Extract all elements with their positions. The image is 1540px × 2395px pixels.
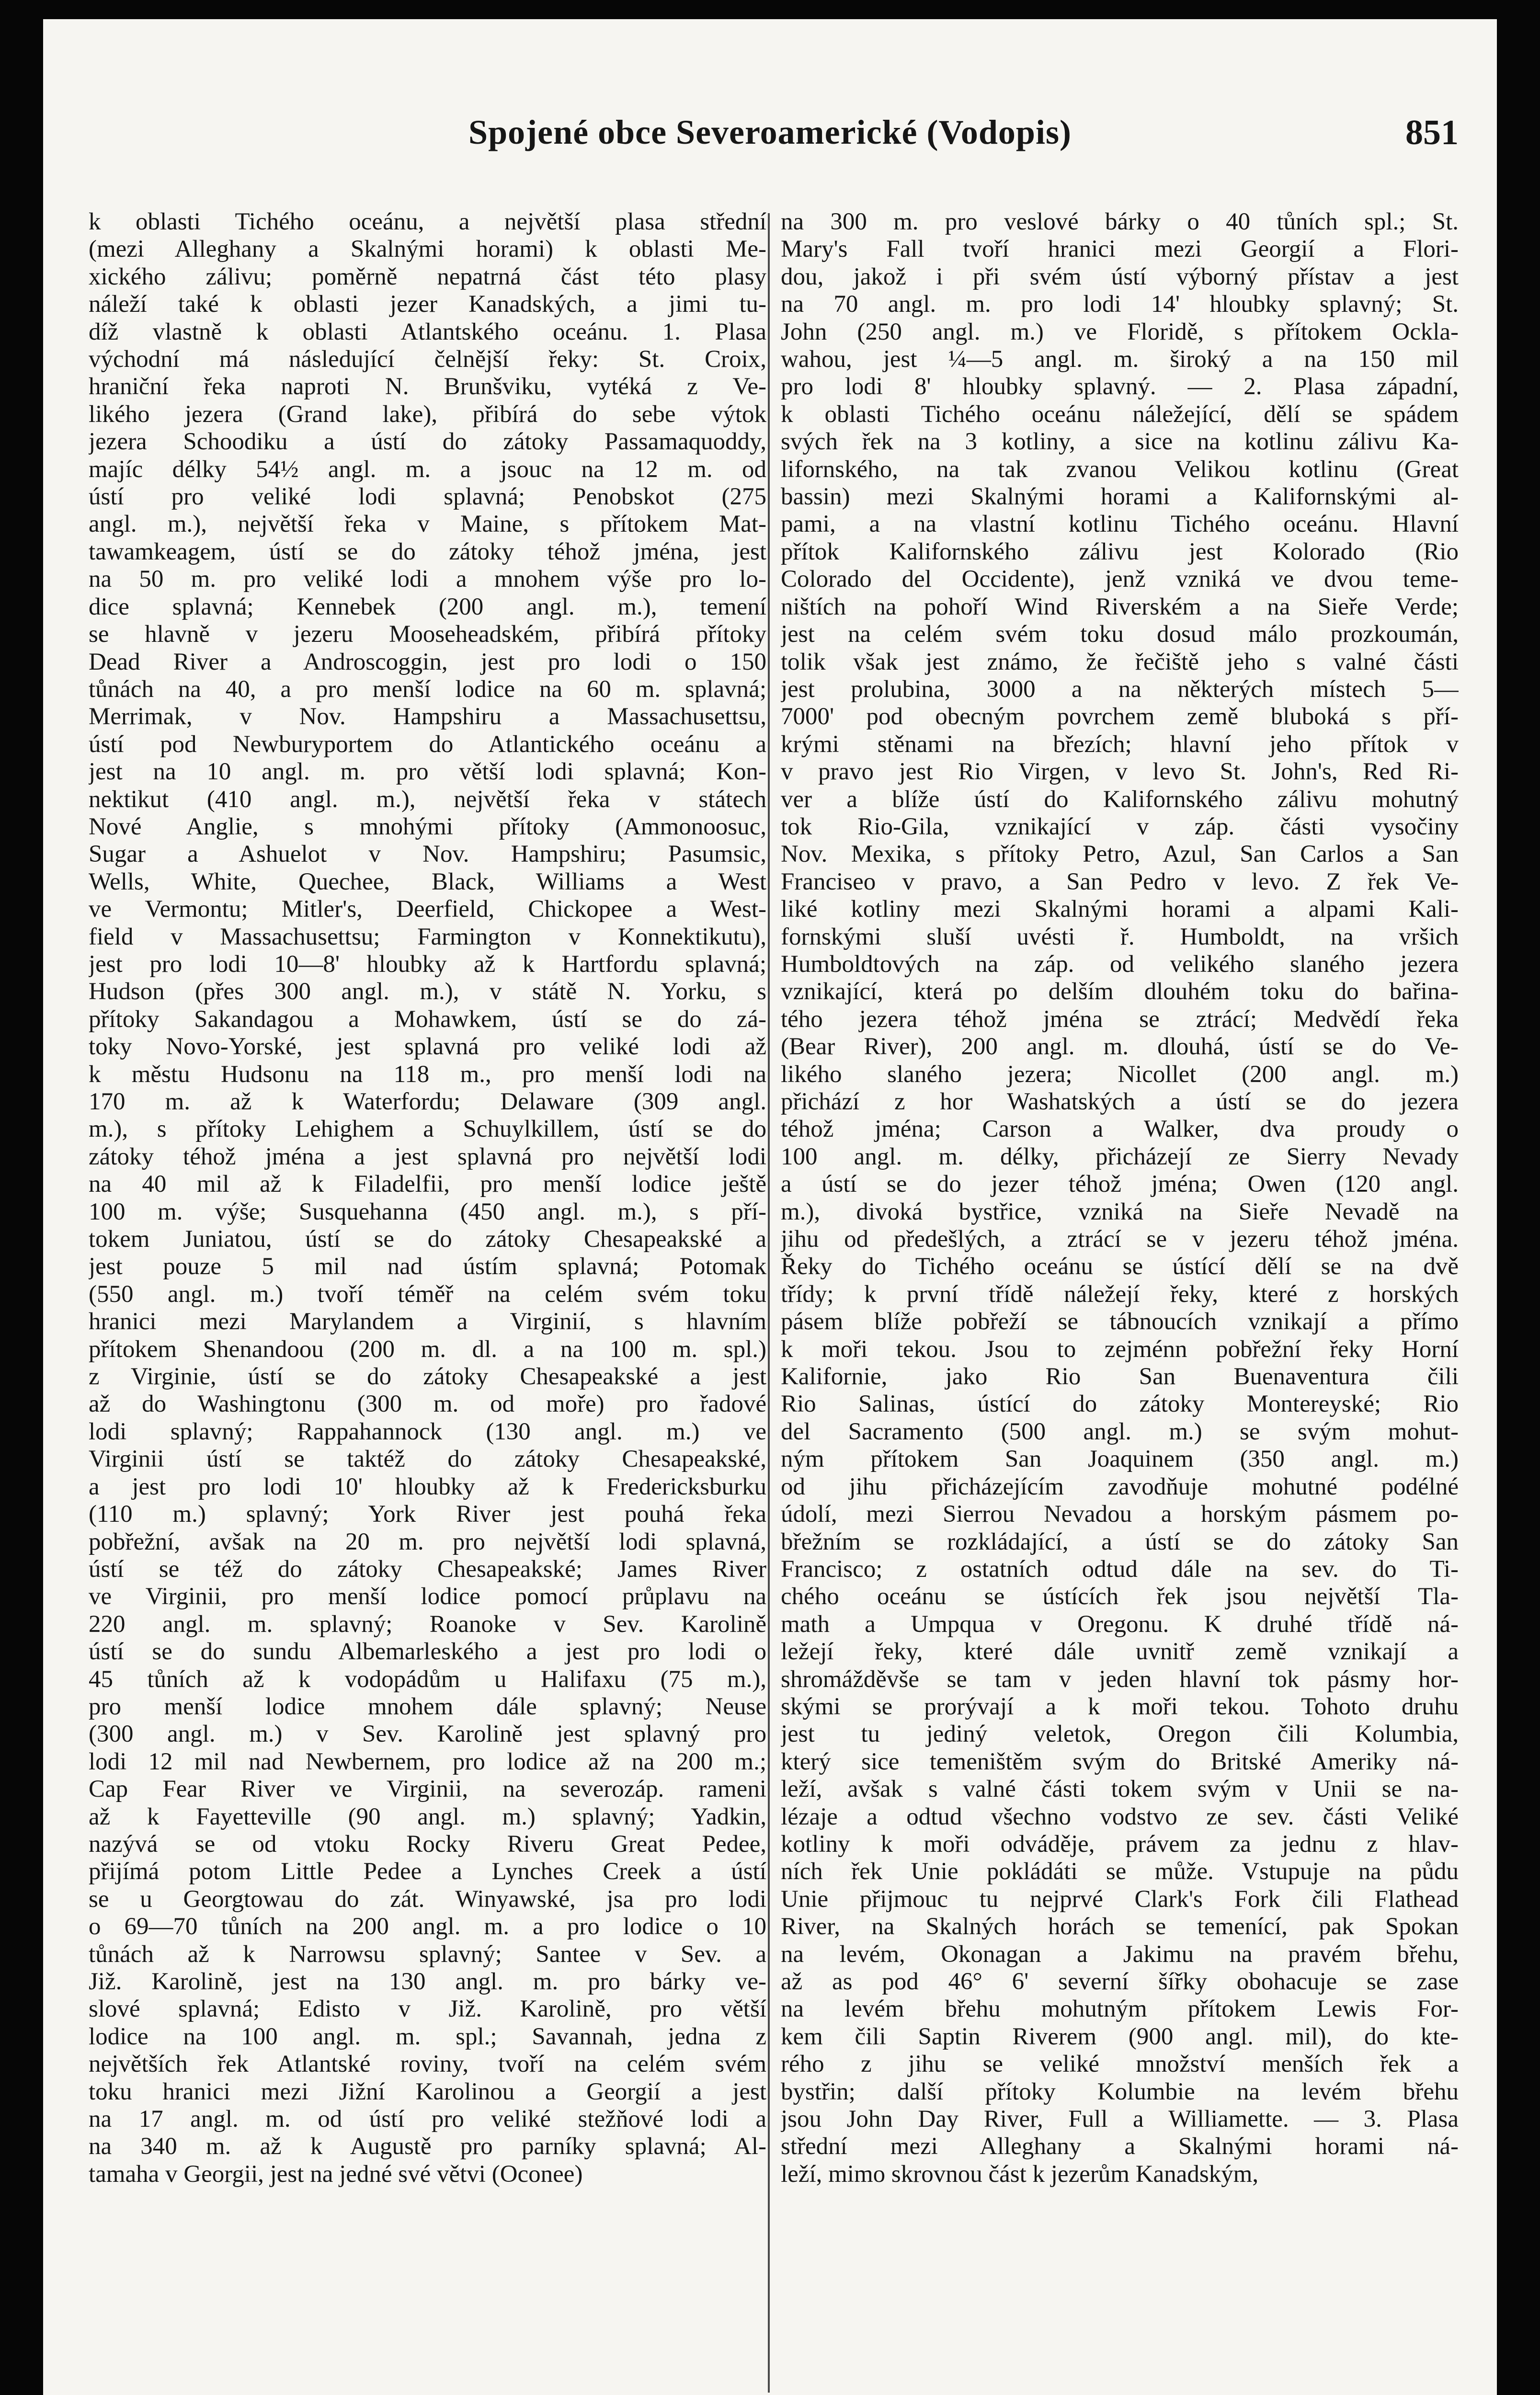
text-line: o 69—70 tůních na 200 angl. m. a pro lodice o 10 bbox=[89, 1913, 766, 1940]
text-line: tawamkeagem, ústí se do zátoky téhož jména, jest bbox=[89, 538, 766, 565]
text-line: přítokem Shenandoou (200 m. dl. a na 100 m. spl.) bbox=[89, 1335, 766, 1363]
text-line: k městu Hudsonu na 118 m., pro menší lodi na bbox=[89, 1061, 766, 1088]
text-line: a ústí se do jezer téhož jména; Owen (120 angl. bbox=[781, 1171, 1459, 1198]
text-line: majíc délky 54½ angl. m. a jsouc na 12 m. od bbox=[89, 456, 766, 483]
text-line: přítoky Sakandagou a Mohawkem, ústí se do zá- bbox=[89, 1005, 766, 1033]
text-line: skými se prorývají a k moři tekou. Tohoto druhu bbox=[781, 1693, 1459, 1720]
text-line: lézaje a odtud všechno vodstvo ze sev. části Veliké bbox=[781, 1803, 1459, 1830]
text-line: břežním se rozkládající, a ústí se do zátoky San bbox=[781, 1528, 1459, 1555]
text-line: Nov. Mexika, s přítoky Petro, Azul, San Carlos a San bbox=[781, 841, 1459, 868]
text-line: jest prolubina, 3000 a na některých místech 5— bbox=[781, 675, 1459, 703]
text-line: toky Novo-Yorské, jest splavná pro veliké lodi až bbox=[89, 1033, 766, 1061]
text-line: a jest pro lodi 10' hloubky až k Fredericksburku bbox=[89, 1473, 766, 1500]
text-line: 100 m. výše; Susquehanna (450 angl. m.), s pří- bbox=[89, 1198, 766, 1225]
text-line: Wells, White, Quechee, Black, Williams a West bbox=[89, 868, 766, 895]
text-line: (110 m.) splavný; York River jest pouhá řeka bbox=[89, 1501, 766, 1528]
book-page bbox=[43, 19, 1497, 2395]
text-line: John (250 angl. m.) ve Floridě, s přítokem Ockla- bbox=[781, 318, 1459, 345]
text-line: lodi 12 mil nad Newbernem, pro lodice až na 200 m.; bbox=[89, 1748, 766, 1775]
text-line: svých řek na 3 kotliny, a sice na kotlinu zálivu Ka- bbox=[781, 428, 1459, 456]
text-line: přijímá potom Little Pedee a Lynches Creek a ústí bbox=[89, 1858, 766, 1885]
text-line: Cap Fear River ve Virginii, na severozáp. rameni bbox=[89, 1776, 766, 1803]
text-line: až as pod 46° 6' severní šířky obohacuje se zase bbox=[781, 1968, 1459, 1995]
text-line: nektikut (410 angl. m.), největší řeka v státech bbox=[89, 786, 766, 813]
left-column bbox=[89, 208, 766, 2395]
text-line: leží, avšak s valné části tokem svým v Unii se na- bbox=[781, 1776, 1459, 1803]
text-line: náleží také k oblasti jezer Kanadských, a jimi tu- bbox=[89, 291, 766, 318]
text-line: Franciseo v pravo, a San Pedro v levo. Z řek Ve- bbox=[781, 868, 1459, 895]
text-line: Rio Salinas, ústící do zátoky Montereyské; Rio bbox=[781, 1391, 1459, 1418]
text-line: chého oceánu se ústících řek jsou největší Tla- bbox=[781, 1583, 1459, 1610]
text-line: na 70 angl. m. pro lodi 14' hloubky splavný; St. bbox=[781, 291, 1459, 318]
text-line: lifornského, na tak zvanou Velikou kotlinu (Great bbox=[781, 456, 1459, 483]
text-line: jsou John Day River, Full a Williamette. — 3. Plasa bbox=[781, 2106, 1459, 2133]
text-line: jest pro lodi 10—8' hloubky až k Hartfordu splavná; bbox=[89, 950, 766, 978]
text-line: del Sacramento (500 angl. m.) se svým mohut- bbox=[781, 1418, 1459, 1445]
text-line: pro lodi 8' hloubky splavný. — 2. Plasa západní, bbox=[781, 373, 1459, 400]
text-line: River, na Skalných horách se temenící, pak Spokan bbox=[781, 1913, 1459, 1940]
text-line: bassin) mezi Skalnými horami a Kalifornskými al- bbox=[781, 483, 1459, 511]
text-line: ništích na pohoří Wind Riverském a na Sieře Verde; bbox=[781, 593, 1459, 620]
text-line: Virginii ústí se taktéž do zátoky Chesapeakské, bbox=[89, 1446, 766, 1473]
text-line: dou, jakož i při svém ústí výborný přístav a jest bbox=[781, 263, 1459, 290]
text-line: ve Vermontu; Mitler's, Deerfield, Chickopee a West- bbox=[89, 896, 766, 923]
text-line: Mary's Fall tvoří hranici mezi Georgií a Flori- bbox=[781, 236, 1459, 263]
text-line: tokem Juniatou, ústí se do zátoky Chesapeakské a bbox=[89, 1226, 766, 1253]
text-line: na 40 mil až k Filadelfii, pro menší lodice ještě bbox=[89, 1171, 766, 1198]
text-line: tok Rio-Gila, vznikající v záp. části vysočiny bbox=[781, 813, 1459, 840]
text-line: toku hranici mezi Jižní Karolinou a Georgií a jest bbox=[89, 2078, 766, 2105]
text-line: který sice temeništěm svým do Britské Ameriky ná- bbox=[781, 1748, 1459, 1775]
text-line: tamaha v Georgii, jest na jedné své větvi (Oconee) bbox=[89, 2160, 583, 2188]
text-line: bystřin; další přítoky Kolumbie na levém břehu bbox=[781, 2078, 1459, 2105]
text-line: Unie přijmouc tu nejprvé Clark's Fork čili Flathead bbox=[781, 1885, 1459, 1913]
text-line: lodi splavný; Rappahannock (130 angl. m.) ve bbox=[89, 1418, 766, 1445]
text-line: field v Massachusettsu; Farmington v Konnektikutu), bbox=[89, 923, 766, 950]
text-line: Již. Karolině, jest na 130 angl. m. pro bárky ve- bbox=[89, 1968, 766, 1995]
text-line: díž vlastně k oblasti Atlantského oceánu. 1. Plasa bbox=[89, 318, 766, 345]
text-line: nazývá se od vtoku Rocky Riveru Great Pedee, bbox=[89, 1830, 766, 1858]
text-line: zátoky téhož jména a jest splavná pro největší lodi bbox=[89, 1143, 766, 1170]
text-line: Nové Anglie, s mnohými přítoky (Ammonoosuc, bbox=[89, 813, 766, 840]
text-line: Dead River a Androscoggin, jest pro lodi o 150 bbox=[89, 648, 766, 675]
text-line: ústí pro veliké lodi splavná; Penobskot (275 bbox=[89, 483, 766, 511]
text-line: na 300 m. pro veslové bárky o 40 tůních spl.; St. bbox=[781, 208, 1459, 235]
text-line: pami, a na vlastní kotlinu Tichého oceánu. Hlavní bbox=[781, 511, 1459, 538]
text-line: až do Washingtonu (300 m. od moře) pro řadové bbox=[89, 1391, 766, 1418]
text-line: math a Umpqua v Oregonu. K druhé třídě ná- bbox=[781, 1610, 1459, 1638]
text-line: údolí, mezi Sierrou Nevadou a horským pásmem po- bbox=[781, 1501, 1459, 1528]
text-line: jihu od předešlých, a ztrácí se v jezeru téhož jména. bbox=[781, 1226, 1459, 1253]
text-line: Colorado del Occidente), jenž vzniká ve dvou teme- bbox=[781, 566, 1459, 593]
text-line: největších řek Atlantské roviny, tvoří na celém svém bbox=[89, 2051, 766, 2078]
text-line: na levém, Okonagan a Jakimu na pravém břehu, bbox=[781, 1940, 1459, 1968]
text-line: 220 angl. m. splavný; Roanoke v Sev. Karolině bbox=[89, 1610, 766, 1638]
text-line: 45 tůních až k vodopádům u Halifaxu (75 m.), bbox=[89, 1665, 766, 1693]
text-line: (mezi Alleghany a Skalnými horami) k oblasti Me- bbox=[89, 236, 766, 263]
text-line: ver a blíže ústí do Kalifornského zálivu mohutný bbox=[781, 786, 1459, 813]
text-line: pobřežní, avšak na 20 m. pro největší lodi splavná, bbox=[89, 1528, 766, 1555]
text-line: Merrimak, v Nov. Hampshiru a Massachusettsu, bbox=[89, 703, 766, 730]
text-line: k moři tekou. Jsou to zejménn pobřežní řeky Horní bbox=[781, 1335, 1459, 1363]
text-line: hraniční řeka naproti N. Brunšviku, vytéká z Ve- bbox=[89, 373, 766, 400]
text-line: krými stěnami na březích; hlavní jeho přítok v bbox=[781, 730, 1459, 758]
text-line: vznikající, která po delším dlouhém toku do bařina- bbox=[781, 978, 1459, 1005]
text-line: od jihu přicházejícím zavodňuje mohutné podélné bbox=[781, 1473, 1459, 1500]
column-divider bbox=[768, 213, 770, 2393]
text-line: kotliny k moři odváděje, právem za jednu z hlav- bbox=[781, 1830, 1459, 1858]
text-line: Francisco; z ostatních odtud dále na sev. do Ti- bbox=[781, 1555, 1459, 1583]
text-line: liké kotliny mezi Skalnými horami a alpami Kali- bbox=[781, 896, 1459, 923]
text-line: tolik však jest známo, že řečiště jeho s valné části bbox=[781, 648, 1459, 675]
text-line: na levém břehu mohutným přítokem Lewis For- bbox=[781, 1996, 1459, 2023]
text-line: na 50 m. pro veliké lodi a mnohem výše pro lo- bbox=[89, 566, 766, 593]
text-line: angl. m.), největší řeka v Maine, s přítokem Mat- bbox=[89, 511, 766, 538]
text-line: Sugar a Ashuelot v Nov. Hampshiru; Pasumsic, bbox=[89, 841, 766, 868]
text-line: až k Fayetteville (90 angl. m.) splavný; Yadkin, bbox=[89, 1803, 766, 1830]
text-line: jezera Schoodiku a ústí do zátoky Passamaquoddy, bbox=[89, 428, 766, 456]
text-line: se u Georgtowau do zát. Winyawské, jsa pro lodi bbox=[89, 1885, 766, 1913]
text-line: třídy; k první třídě náležejí řeky, které z horských bbox=[781, 1280, 1459, 1308]
text-line: ústí se též do zátoky Chesapeakské; James River bbox=[89, 1555, 766, 1583]
text-line: na 340 m. až k Augustě pro parníky splavná; Al- bbox=[89, 2133, 766, 2160]
text-line: ležejí řeky, které dále uvnitř země vznikají a bbox=[781, 1638, 1459, 1665]
text-line: k oblasti Tichého oceánu náležející, dělí se spádem bbox=[781, 400, 1459, 428]
text-line: 100 angl. m. délky, přicházejí ze Sierry Nevady bbox=[781, 1143, 1459, 1170]
text-line: pro menší lodice mnohem dále splavný; Neuse bbox=[89, 1693, 766, 1720]
text-line: Řeky do Tichého oceánu se ústící dělí se na dvě bbox=[781, 1253, 1459, 1280]
text-line: rého z jihu se veliké množství menších řek a bbox=[781, 2051, 1459, 2078]
text-line: ústí se do sundu Albemarleského a jest pro lodi o bbox=[89, 1638, 766, 1665]
text-line: tého jezera téhož jména se ztrácí; Medvědí řeka bbox=[781, 1005, 1459, 1033]
text-line: ným přítokem San Joaquinem (350 angl. m.) bbox=[781, 1446, 1459, 1473]
text-line: ve Virginii, pro menší lodice pomocí průplavu na bbox=[89, 1583, 766, 1610]
text-line: likého slaného jezera; Nicollet (200 angl. m.) bbox=[781, 1061, 1459, 1088]
text-line: shromážděvše se tam v jeden hlavní tok pásmy hor- bbox=[781, 1665, 1459, 1693]
text-line: k oblasti Tichého oceánu, a největší plasa střední bbox=[89, 208, 766, 235]
text-line: v pravo jest Rio Virgen, v levo St. John's, Red Ri- bbox=[781, 758, 1459, 786]
text-line: 170 m. až k Waterfordu; Delaware (309 angl. bbox=[89, 1088, 766, 1115]
text-line: (550 angl. m.) tvoří téměř na celém svém toku bbox=[89, 1280, 766, 1308]
text-line: tůnách na 40, a pro menší lodice na 60 m. splavná; bbox=[89, 675, 766, 703]
text-line: Kalifornie, jako Rio San Buenaventura čili bbox=[781, 1363, 1459, 1391]
text-line: m.), s přítoky Lehighem a Schuylkillem, ústí se do bbox=[89, 1116, 766, 1143]
text-line: Humboldtových na záp. od velikého slaného jezera bbox=[781, 950, 1459, 978]
text-line: m.), divoká bystřice, vzniká na Sieře Nevadě na bbox=[781, 1198, 1459, 1225]
text-line: likého jezera (Grand lake), přibírá do sebe výtok bbox=[89, 400, 766, 428]
text-line: hranici mezi Marylandem a Virginií, s hlavním bbox=[89, 1308, 766, 1335]
text-line: jest tu jediný veletok, Oregon čili Kolumbia, bbox=[781, 1721, 1459, 1748]
text-line: přichází z hor Washatských a ústí se do jezera bbox=[781, 1088, 1459, 1115]
text-line: na 17 angl. m. od ústí pro veliké stežňové lodi a bbox=[89, 2106, 766, 2133]
text-line: lodice na 100 angl. m. spl.; Savannah, jedna z bbox=[89, 2023, 766, 2050]
right-column bbox=[781, 208, 1459, 2395]
text-line: 7000' pod obecným povrchem země bluboká s pří- bbox=[781, 703, 1459, 730]
text-line: fornskými sluší uvésti ř. Humboldt, na vršich bbox=[781, 923, 1459, 950]
text-line: východní má následující čelnější řeky: St. Croix, bbox=[89, 346, 766, 373]
text-line: (Bear River), 200 angl. m. dlouhá, ústí se do Ve- bbox=[781, 1033, 1459, 1061]
text-line: ústí pod Newburyportem do Atlantického oceánu a bbox=[89, 730, 766, 758]
text-line: přítok Kalifornského zálivu jest Kolorado (Rio bbox=[781, 538, 1459, 565]
text-line: tůnách až k Narrowsu splavný; Santee v Sev. a bbox=[89, 1940, 766, 1968]
page-header bbox=[43, 113, 1497, 170]
text-line: wahou, jest ¼—5 angl. m. široký a na 150 mil bbox=[781, 346, 1459, 373]
text-line: slové splavná; Edisto v Již. Karolině, pro větší bbox=[89, 1996, 766, 2023]
text-line: téhož jména; Carson a Walker, dva proudy o bbox=[781, 1116, 1459, 1143]
running-head: Spojené obce Severoamerické (Vodopis) bbox=[468, 113, 1072, 151]
text-line: jest na 10 angl. m. pro větší lodi splavná; Kon- bbox=[89, 758, 766, 786]
text-line: jest pouze 5 mil nad ústím splavná; Potomak bbox=[89, 1253, 766, 1280]
text-line: z Virginie, ústí se do zátoky Chesapeakské a jest bbox=[89, 1363, 766, 1391]
text-line: se hlavně v jezeru Mooseheadském, přibírá přítoky bbox=[89, 621, 766, 648]
page-number: 851 bbox=[1405, 113, 1459, 152]
text-line: ních řek Unie pokládáti se může. Vstupuje na půdu bbox=[781, 1858, 1459, 1885]
text-line: (300 angl. m.) v Sev. Karolině jest splavný pro bbox=[89, 1721, 766, 1748]
text-line: střední mezi Alleghany a Skalnými horami ná- bbox=[781, 2133, 1459, 2160]
text-line: Hudson (přes 300 angl. m.), v státě N. Yorku, s bbox=[89, 978, 766, 1005]
text-line: kem čili Saptin Riverem (900 angl. mil), do kte- bbox=[781, 2023, 1459, 2050]
text-line: xického zálivu; poměrně nepatrná část této plasy bbox=[89, 263, 766, 290]
text-line: dice splavná; Kennebek (200 angl. m.), temení bbox=[89, 593, 766, 620]
text-line: pásem blíže pobřeží se tábnoucích vznikají a přímo bbox=[781, 1308, 1459, 1335]
text-line: jest na celém svém toku dosud málo prozkoumán, bbox=[781, 621, 1459, 648]
text-line: leží, mimo skrovnou část k jezerům Kanadským, bbox=[781, 2160, 1259, 2188]
